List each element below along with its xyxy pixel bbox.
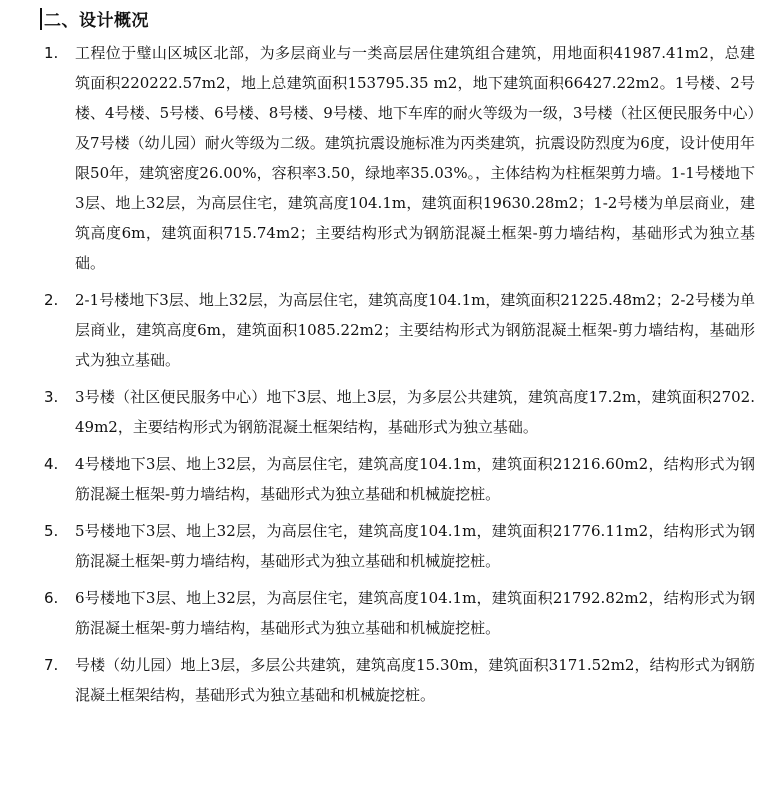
list-item-text: 6号楼地下3层、地上32层，为高层住宅，建筑高度104.1m，建筑面积21792.82m2，结构形式为钢筋混凝土框架-剪力墙结构，基础形式为独立基础和机械旋挖桩。 <box>75 589 755 637</box>
list-item-number: 3. <box>44 388 59 406</box>
list-item-number: 7. <box>44 656 59 674</box>
list-item-number: 4. <box>44 455 59 473</box>
numbered-list <box>0 38 779 717</box>
list-item-number: 1. <box>44 44 59 62</box>
text-cursor <box>40 8 42 30</box>
list-item-text: 号楼（幼儿园）地上3层，多层公共建筑，建筑高度15.30m，建筑面积3171.52m2，结构形式为钢筋混凝土框架结构，基础形式为独立基础和机械旋挖桩。 <box>75 656 755 704</box>
section-heading: 二、设计概况 <box>44 11 149 31</box>
list-item <box>0 583 779 643</box>
section-heading-row <box>40 6 149 31</box>
list-item <box>0 38 779 278</box>
list-item-number: 2. <box>44 291 59 309</box>
list-item-text: 4号楼地下3层、地上32层，为高层住宅，建筑高度104.1m，建筑面积21216.60m2，结构形式为钢筋混凝土框架-剪力墙结构，基础形式为独立基础和机械旋挖桩。 <box>75 455 755 503</box>
list-item-text: 工程位于璧山区城区北部，为多层商业与一类高层居住建筑组合建筑，用地面积41987.41m2，总建筑面积220222.57m2，地上总建筑面积153795.35 m2，地下建筑面积66427.22m2。1号楼、2号楼、4号楼、5号楼、6号楼、8号楼、9号楼、地下车库的耐火等级为一级，3号楼（社区便民服务中心）及7号楼（幼儿园）耐火等级为二级。建筑抗震设施标准为丙类建筑，抗震设防烈度为6度，设计使用年限50年，建筑密度26.00%，容积率3.50，绿地率35.03%。，主体结构为柱框架剪力墙。1-1号楼地下3层、地上32层，为高层住宅，建筑高度104.1m，建筑面积19630.28m2；1-2号楼为单层商业，建筑高度6m，建筑面积715.74m2；主要结构形式为钢筋混凝土框架-剪力墙结构，基础形式为独立基础。 <box>75 44 755 272</box>
list-item <box>0 285 779 375</box>
list-item-text: 3号楼（社区便民服务中心）地下3层、地上3层，为多层公共建筑，建筑高度17.2m，建筑面积2702.49m2，主要结构形式为钢筋混凝土框架结构，基础形式为独立基础。 <box>75 388 755 436</box>
list-item-text: 2-1号楼地下3层、地上32层，为高层住宅，建筑高度104.1m，建筑面积21225.48m2；2-2号楼为单层商业，建筑高度6m，建筑面积1085.22m2；主要结构形式为钢筋混凝土框架-剪力墙结构，基础形式为独立基础。 <box>75 291 755 369</box>
list-item <box>0 650 779 710</box>
list-item <box>0 382 779 442</box>
list-item <box>0 449 779 509</box>
list-item <box>0 516 779 576</box>
list-item-number: 6. <box>44 589 59 607</box>
list-item-number: 5. <box>44 522 59 540</box>
list-item-text: 5号楼地下3层、地上32层，为高层住宅，建筑高度104.1m，建筑面积21776.11m2，结构形式为钢筋混凝土框架-剪力墙结构，基础形式为独立基础和机械旋挖桩。 <box>75 522 755 570</box>
